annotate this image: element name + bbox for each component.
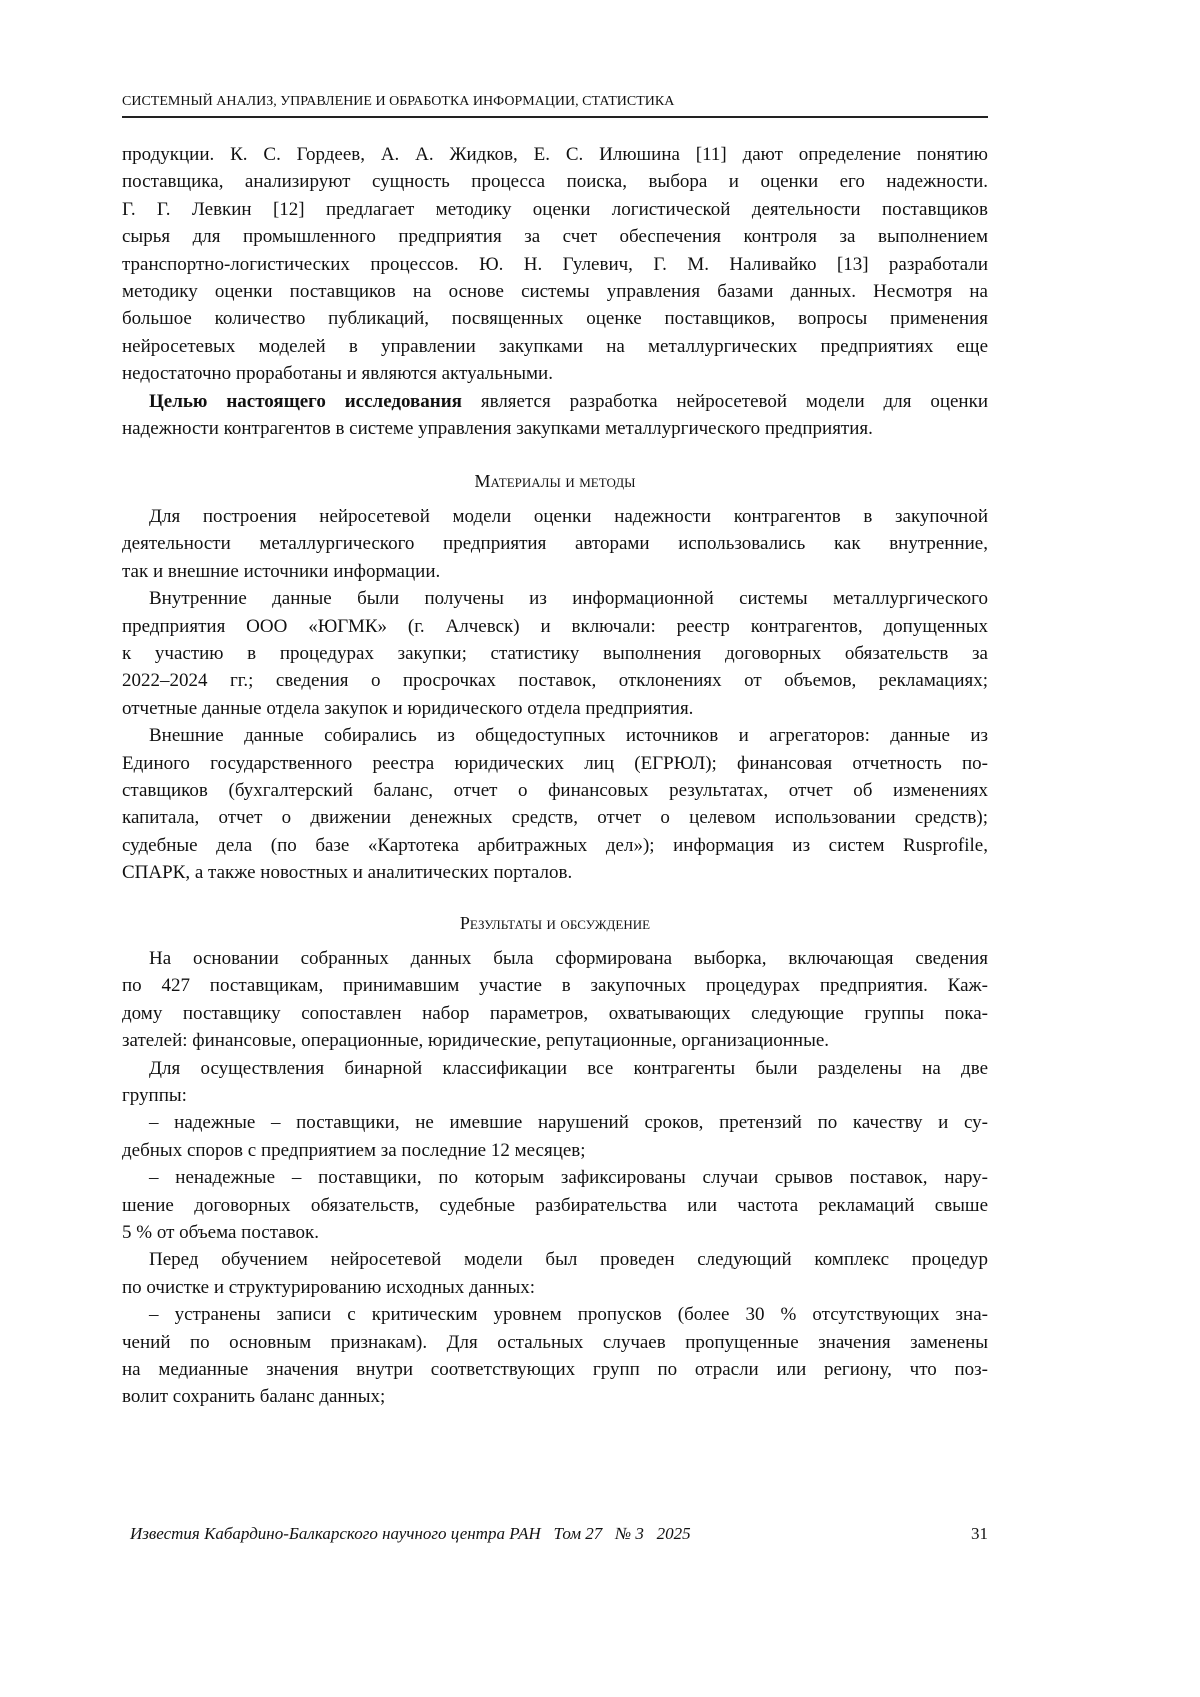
paragraph <box>122 1246 988 1301</box>
text-line: зателей: финансовые, операционные, юридические, репутационные, организационные. <box>122 1027 988 1054</box>
text-line: СПАРК, а также новостных и аналитических порталов. <box>122 859 988 886</box>
text-line: Перед обучением нейросетевой модели был проведен следующий комплекс процедур <box>122 1246 988 1273</box>
text-line: ставщиков (бухгалтерский баланс, отчет о финансовых результатах, отчет об изменениях <box>122 777 988 804</box>
paragraph <box>122 1301 988 1411</box>
header-rule <box>122 116 988 118</box>
text-line: группы: <box>122 1082 988 1109</box>
text-line: транспортно-логистических процессов. Ю. Н. Гулевич, Г. М. Наливайко [13] разработали <box>122 251 988 278</box>
text-line: Единого государственного реестра юридических лиц (ЕГРЮЛ); финансовая отчетность по- <box>122 750 988 777</box>
text-line: судебные дела (по базе «Картотека арбитражных дел»); информация из систем Rusprofile, <box>122 832 988 859</box>
text-line: недостаточно проработаны и являются актуальными. <box>122 360 988 387</box>
text-line: волит сохранить баланс данных; <box>122 1383 988 1410</box>
section-heading: Результаты и обсуждение <box>122 910 988 937</box>
paragraph <box>122 945 988 1055</box>
text-line: дому поставщику сопоставлен набор параметров, охватывающих следующие группы пока- <box>122 1000 988 1027</box>
text-line: шение договорных обязательств, судебные разбирательства или частота рекламаций свыше <box>122 1192 988 1219</box>
text-line: чений по основным признакам). Для остальных случаев пропущенные значения заменены <box>122 1329 988 1356</box>
text-line: так и внешние источники информации. <box>122 558 988 585</box>
text-line: надежности контрагентов в системе управления закупками металлургического предприятия. <box>122 415 988 442</box>
text-line: 2022–2024 гг.; сведения о просрочках поставок, отклонениях от объемов, рекламациях; <box>122 667 988 694</box>
paragraph <box>122 1164 988 1246</box>
text-line: нейросетевых моделей в управлении закупками на металлургических предприятиях еще <box>122 333 988 360</box>
text-line: 5 % от объема поставок. <box>122 1219 988 1246</box>
text-line: отчетные данные отдела закупок и юридического отдела предприятия. <box>122 695 988 722</box>
text-line: Для осуществления бинарной классификации все контрагенты были разделены на две <box>122 1055 988 1082</box>
text-line: дебных споров с предприятием за последние 12 месяцев; <box>122 1137 988 1164</box>
text-line: на медианные значения внутри соответствующих групп по отрасли или региону, что поз- <box>122 1356 988 1383</box>
paragraph <box>122 1109 988 1164</box>
paragraph <box>122 388 988 443</box>
text-line: Г. Г. Левкин [12] предлагает методику оценки логистической деятельности поставщиков <box>122 196 988 223</box>
text-line: большое количество публикаций, посвященных оценке поставщиков, вопросы применения <box>122 305 988 332</box>
text-line: продукции. К. С. Гордеев, А. А. Жидков, Е. С. Илюшина [11] дают определение понятию <box>122 141 988 168</box>
text-line: – надежные – поставщики, не имевшие нарушений сроков, претензий по качеству и су- <box>122 1109 988 1136</box>
text-line: Внутренние данные были получены из информационной системы металлургического <box>122 585 988 612</box>
text-line: На основании собранных данных была сформирована выборка, включающая сведения <box>122 945 988 972</box>
text-line: Внешние данные собирались из общедоступных источников и агрегаторов: данные из <box>122 722 988 749</box>
text-line: – устранены записи с критическим уровнем пропусков (более 30 % отсутствующих зна- <box>122 1301 988 1328</box>
text-line: капитала, отчет о движении денежных средств, отчет о целевом использовании средств); <box>122 804 988 831</box>
footer-journal: Известия Кабардино-Балкарского научного центра РАН Том 27 № 3 2025 <box>130 1524 988 1544</box>
section-heading: Материалы и методы <box>122 468 988 495</box>
text-line: предприятия ООО «ЮГМК» (г. Алчевск) и включали: реестр контрагентов, допущенных <box>122 613 988 640</box>
text-line: по 427 поставщикам, принимавшим участие в закупочных процедурах предприятия. Каж- <box>122 972 988 999</box>
article-body <box>122 141 988 1411</box>
text-line: деятельности металлургического предприятия авторами использовались как внутренние, <box>122 530 988 557</box>
text-line: поставщика, анализируют сущность процесса поиска, выбора и оценки его надежности. <box>122 168 988 195</box>
paragraph <box>122 503 988 585</box>
bold-lead: Целью настоящего исследования <box>149 391 462 412</box>
text-line <box>122 388 988 415</box>
text-line: Для построения нейросетевой модели оценки надежности контрагентов в закупочной <box>122 503 988 530</box>
text-line: – ненадежные – поставщики, по которым зафиксированы случаи срывов поставок, нару- <box>122 1164 988 1191</box>
paragraph <box>122 585 988 722</box>
running-head: СИСТЕМНЫЙ АНАЛИЗ, УПРАВЛЕНИЕ И ОБРАБОТКА ИНФОРМАЦИИ, СТАТИСТИКА <box>122 94 674 110</box>
page-number: 31 <box>971 1524 988 1544</box>
text-line: сырья для промышленного предприятия за счет обеспечения контроля за выполнением <box>122 223 988 250</box>
paragraph <box>122 722 988 886</box>
text-line: к участию в процедурах закупки; статистику выполнения договорных обязательств за <box>122 640 988 667</box>
text-line: по очистке и структурированию исходных данных: <box>122 1274 988 1301</box>
paragraph <box>122 141 988 388</box>
paragraph <box>122 1055 988 1110</box>
text-line: методику оценки поставщиков на основе системы управления базами данных. Несмотря на <box>122 278 988 305</box>
text-line-rest: является разработка нейросетевой модели для оценки <box>462 391 988 412</box>
